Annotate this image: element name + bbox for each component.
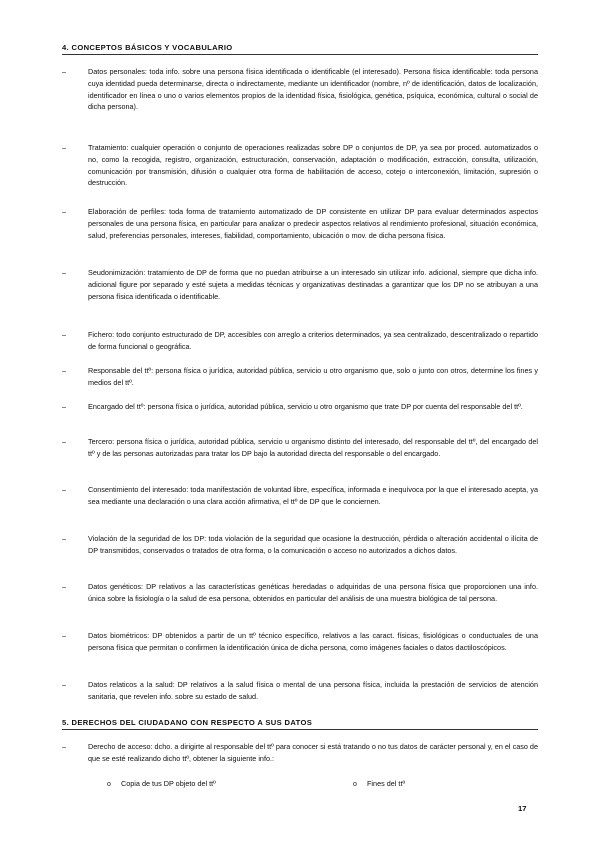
list-item	[62, 142, 538, 189]
section-4-heading: 4. CONCEPTOS BÁSICOS Y VOCABULARIO	[62, 43, 538, 55]
list-item-text: Datos relaticos a la salud: DP relativos a la salud física o mental de una persona física, incluida la prestación de servicios de atención sanitaria, que revelen info. sobre su estado de salud.	[88, 680, 538, 701]
list-item	[62, 581, 538, 605]
dash-bullet: –	[62, 330, 67, 339]
list-item	[62, 484, 538, 508]
list-item-text: Encargado del ttº: persona física o jurídica, autoridad pública, servicio u otro organismo que trate DP por cuenta del responsable del ttº.	[88, 402, 523, 411]
list-item-text: Datos personales: toda info. sobre una persona física identificada o identificable (el interesado). Persona física identificable: toda persona cuya identidad pueda determinarse, directa o indirectamente, mediante un identificador (nombre, nº de identificación, datos de localización, identificador en línea o uno o varios elementos propios de la identidad física, fisiológica, genética, psíquica, económica, cultural o social de dicha persona).	[88, 67, 538, 112]
list-item	[62, 329, 538, 353]
dash-bullet: –	[62, 366, 67, 375]
list-item-text: Datos genéticos: DP relativos a las características genéticas heredadas o adquiridas de una persona física que proporcionen una info. única sobre la fisiología o la salud de esa persona, obtenidos en particular del análisis de una muestra biológica de tal persona.	[88, 582, 538, 603]
dash-bullet: –	[62, 742, 67, 751]
dash-bullet: –	[62, 143, 67, 152]
sub-list-item	[353, 778, 405, 791]
list-item	[62, 267, 538, 302]
dash-bullet: –	[62, 437, 67, 446]
dash-bullet: –	[62, 582, 67, 591]
circle-bullet-icon: o	[353, 781, 357, 788]
dash-bullet: –	[62, 268, 67, 277]
dash-bullet: –	[62, 680, 67, 689]
list-item-text: Responsable del ttº: persona física o jurídica, autoridad pública, servicio u otro organismo que, solo o junto con otros, determine los fines y medios del ttº.	[88, 366, 538, 387]
dash-bullet: –	[62, 485, 67, 494]
list-item-text: Elaboración de perfiles: toda forma de tratamiento automatizado de DP consistente en utilizar DP para evaluar determinados aspectos personales de una persona física, en particular para analizar o predecir aspectos relativos al rendimiento profesional, situación económica, salud, preferencias personales, intereses, fiabilidad, comportamiento, ubicación o mov. de dicha persona física.	[88, 207, 538, 240]
list-item	[62, 436, 538, 460]
dash-bullet: –	[62, 534, 67, 543]
list-item-text: Derecho de acceso: dcho. a dirigirte al responsable del ttº para conocer si está tratando o no tus datos de carácter personal y, en el caso de que se esté realizando dicho ttº, obtener la siguiente info.:	[88, 742, 538, 763]
list-item-text: Datos biométricos: DP obtenidos a partir de un ttº técnico específico, relativos a las caract. físicas, fisiológicas o conductuales de una persona física que permitan o confirmen la identificación única de dicha persona, como imágenes faciales o datos dactiloscópicos.	[88, 631, 538, 652]
list-item	[62, 533, 538, 557]
section-5-heading: 5. DERECHOS DEL CIUDADANO CON RESPECTO A SUS DATOS	[62, 718, 538, 730]
list-item-text: Fichero: todo conjunto estructurado de DP, accesibles con arreglo a criterios determinados, ya sea centralizado, descentralizado o repartido de forma funcional o geográfica.	[88, 330, 538, 351]
list-item	[62, 401, 538, 413]
list-item	[62, 206, 538, 241]
list-item-text: Tercero: persona física o jurídica, autoridad pública, servicio u organismo distinto del interesado, del responsable del ttº, del encargado del ttº y de las personas autorizadas para tratar los DP bajo la autoridad directa del responsable o del encargado.	[88, 437, 538, 458]
page-number: 17	[518, 804, 527, 813]
sub-list-item-text: Copia de tus DP objeto del ttº	[121, 779, 216, 788]
list-item-text: Tratamiento: cualquier operación o conjunto de operaciones realizadas sobre DP o conjuntos de DP, ya sea por proced. automatizados o no, como la recogida, registro, organización, estructuración, conservación, adaptación o modificación, extracción, consulta, utilización, comunicación por transmisión, difusión o cualquier otra forma de habilitación de acceso, cotejo o interconexión, limitación, supresión o destrucción.	[88, 143, 538, 188]
list-item	[62, 679, 538, 703]
sub-list-item	[107, 778, 216, 791]
dash-bullet: –	[62, 67, 67, 76]
sub-list-item-text: Fines del ttº	[367, 779, 406, 788]
list-item	[62, 630, 538, 654]
dash-bullet: –	[62, 402, 67, 411]
circle-bullet-icon: o	[107, 781, 111, 788]
dash-bullet: –	[62, 207, 67, 216]
list-item-text: Seudonimización: tratamiento de DP de forma que no puedan atribuirse a un interesado sin utilizar info. adicional, siempre que dicha info. adicional figure por separado y esté sujeta a medidas técnicas y organizativas destinadas a garantizar que los DP no se atribuyan a una persona física identificada o identificable.	[88, 268, 538, 301]
list-item-text: Violación de la seguridad de los DP: toda violación de la seguridad que ocasione la destrucción, pérdida o alteración accidental o ilícita de DP transmitidos, conservados o tratados de otra forma, o la comunicación o acceso no autorizados a dichos datos.	[88, 534, 538, 555]
list-item	[62, 66, 538, 113]
dash-bullet: –	[62, 631, 67, 640]
list-item	[62, 365, 538, 389]
list-item-text: Consentimiento del interesado: toda manifestación de voluntad libre, específica, informada e inequívoca por la que el interesado acepta, ya sea mediante una declaración o una clara acción afirmativa, el ttº de DP que le conciernen.	[88, 485, 538, 506]
list-item	[62, 741, 538, 765]
